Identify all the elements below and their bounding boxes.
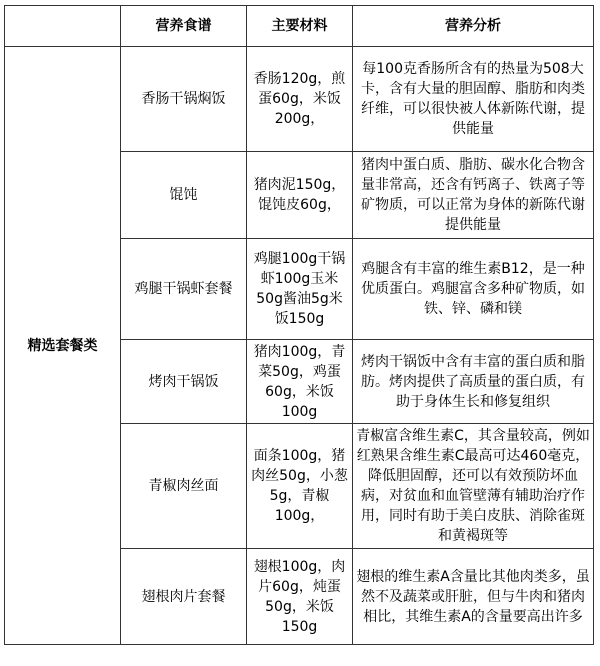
recipe-name: 烤肉干锅饭 xyxy=(121,340,247,424)
table-row xyxy=(5,47,594,152)
header-ingredients: 主要材料 xyxy=(247,6,353,47)
ingredients-cell: 翅根100g，肉片60g，炖蛋50g，米饭150g xyxy=(247,549,353,645)
nutrition-table xyxy=(4,5,594,645)
analysis-cell: 猪肉中蛋白质、脂肪、碳水化合物含量非常高，还含有钙离子、铁离子等矿物质，可以正常为身体的新陈代谢提供能量 xyxy=(353,152,594,239)
category-cell: 精选套餐类 xyxy=(5,47,121,645)
analysis-cell: 鸡腿含有丰富的维生素B12，是一种优质蛋白。鸡腿富含多种矿物质，如铁、锌、磷和镁 xyxy=(353,239,594,340)
analysis-cell: 每100克香肠所含有的热量为508大卡，含有大量的胆固醇、脂肪和肉类纤维，可以很快被人体新陈代谢，提供能量 xyxy=(353,47,594,152)
analysis-cell: 青椒富含维生素C，其含量较高，例如红熟果含维生素C最高可达460毫克，降低胆固醇，还可以有效预防坏血病，对贫血和血管壁薄有辅助治疗作用，同时有助于美白皮肤、消除雀斑和黄褐斑等 xyxy=(353,424,594,549)
recipe-name: 翅根肉片套餐 xyxy=(121,549,247,645)
ingredients-cell: 鸡腿100g干锅虾100g玉米50g酱油5g米饭150g xyxy=(247,239,353,340)
recipe-name: 青椒肉丝面 xyxy=(121,424,247,549)
header-empty-cell xyxy=(5,6,121,47)
recipe-name: 鸡腿干锅虾套餐 xyxy=(121,239,247,340)
header-row xyxy=(5,6,594,47)
recipe-name: 香肠干锅焖饭 xyxy=(121,47,247,152)
ingredients-cell: 猪肉100g，青菜50g，鸡蛋60g，米饭100g xyxy=(247,340,353,424)
ingredients-cell: 面条100g，猪肉丝50g，小葱5g，青椒100g， xyxy=(247,424,353,549)
ingredients-cell: 香肠120g，煎蛋60g，米饭200g， xyxy=(247,47,353,152)
analysis-cell: 翅根的维生素A含量比其他肉类多，虽然不及蔬菜或肝脏，但与牛肉和猪肉相比，其维生素A的含量要高出许多 xyxy=(353,549,594,645)
analysis-cell: 烤肉干锅饭中含有丰富的蛋白质和脂肪。烤肉提供了高质量的蛋白质，有助于身体生长和修复组织 xyxy=(353,340,594,424)
ingredients-cell: 猪肉泥150g，馄饨皮60g， xyxy=(247,152,353,239)
recipe-name: 馄饨 xyxy=(121,152,247,239)
header-analysis: 营养分析 xyxy=(353,6,594,47)
header-recipe: 营养食谱 xyxy=(121,6,247,47)
